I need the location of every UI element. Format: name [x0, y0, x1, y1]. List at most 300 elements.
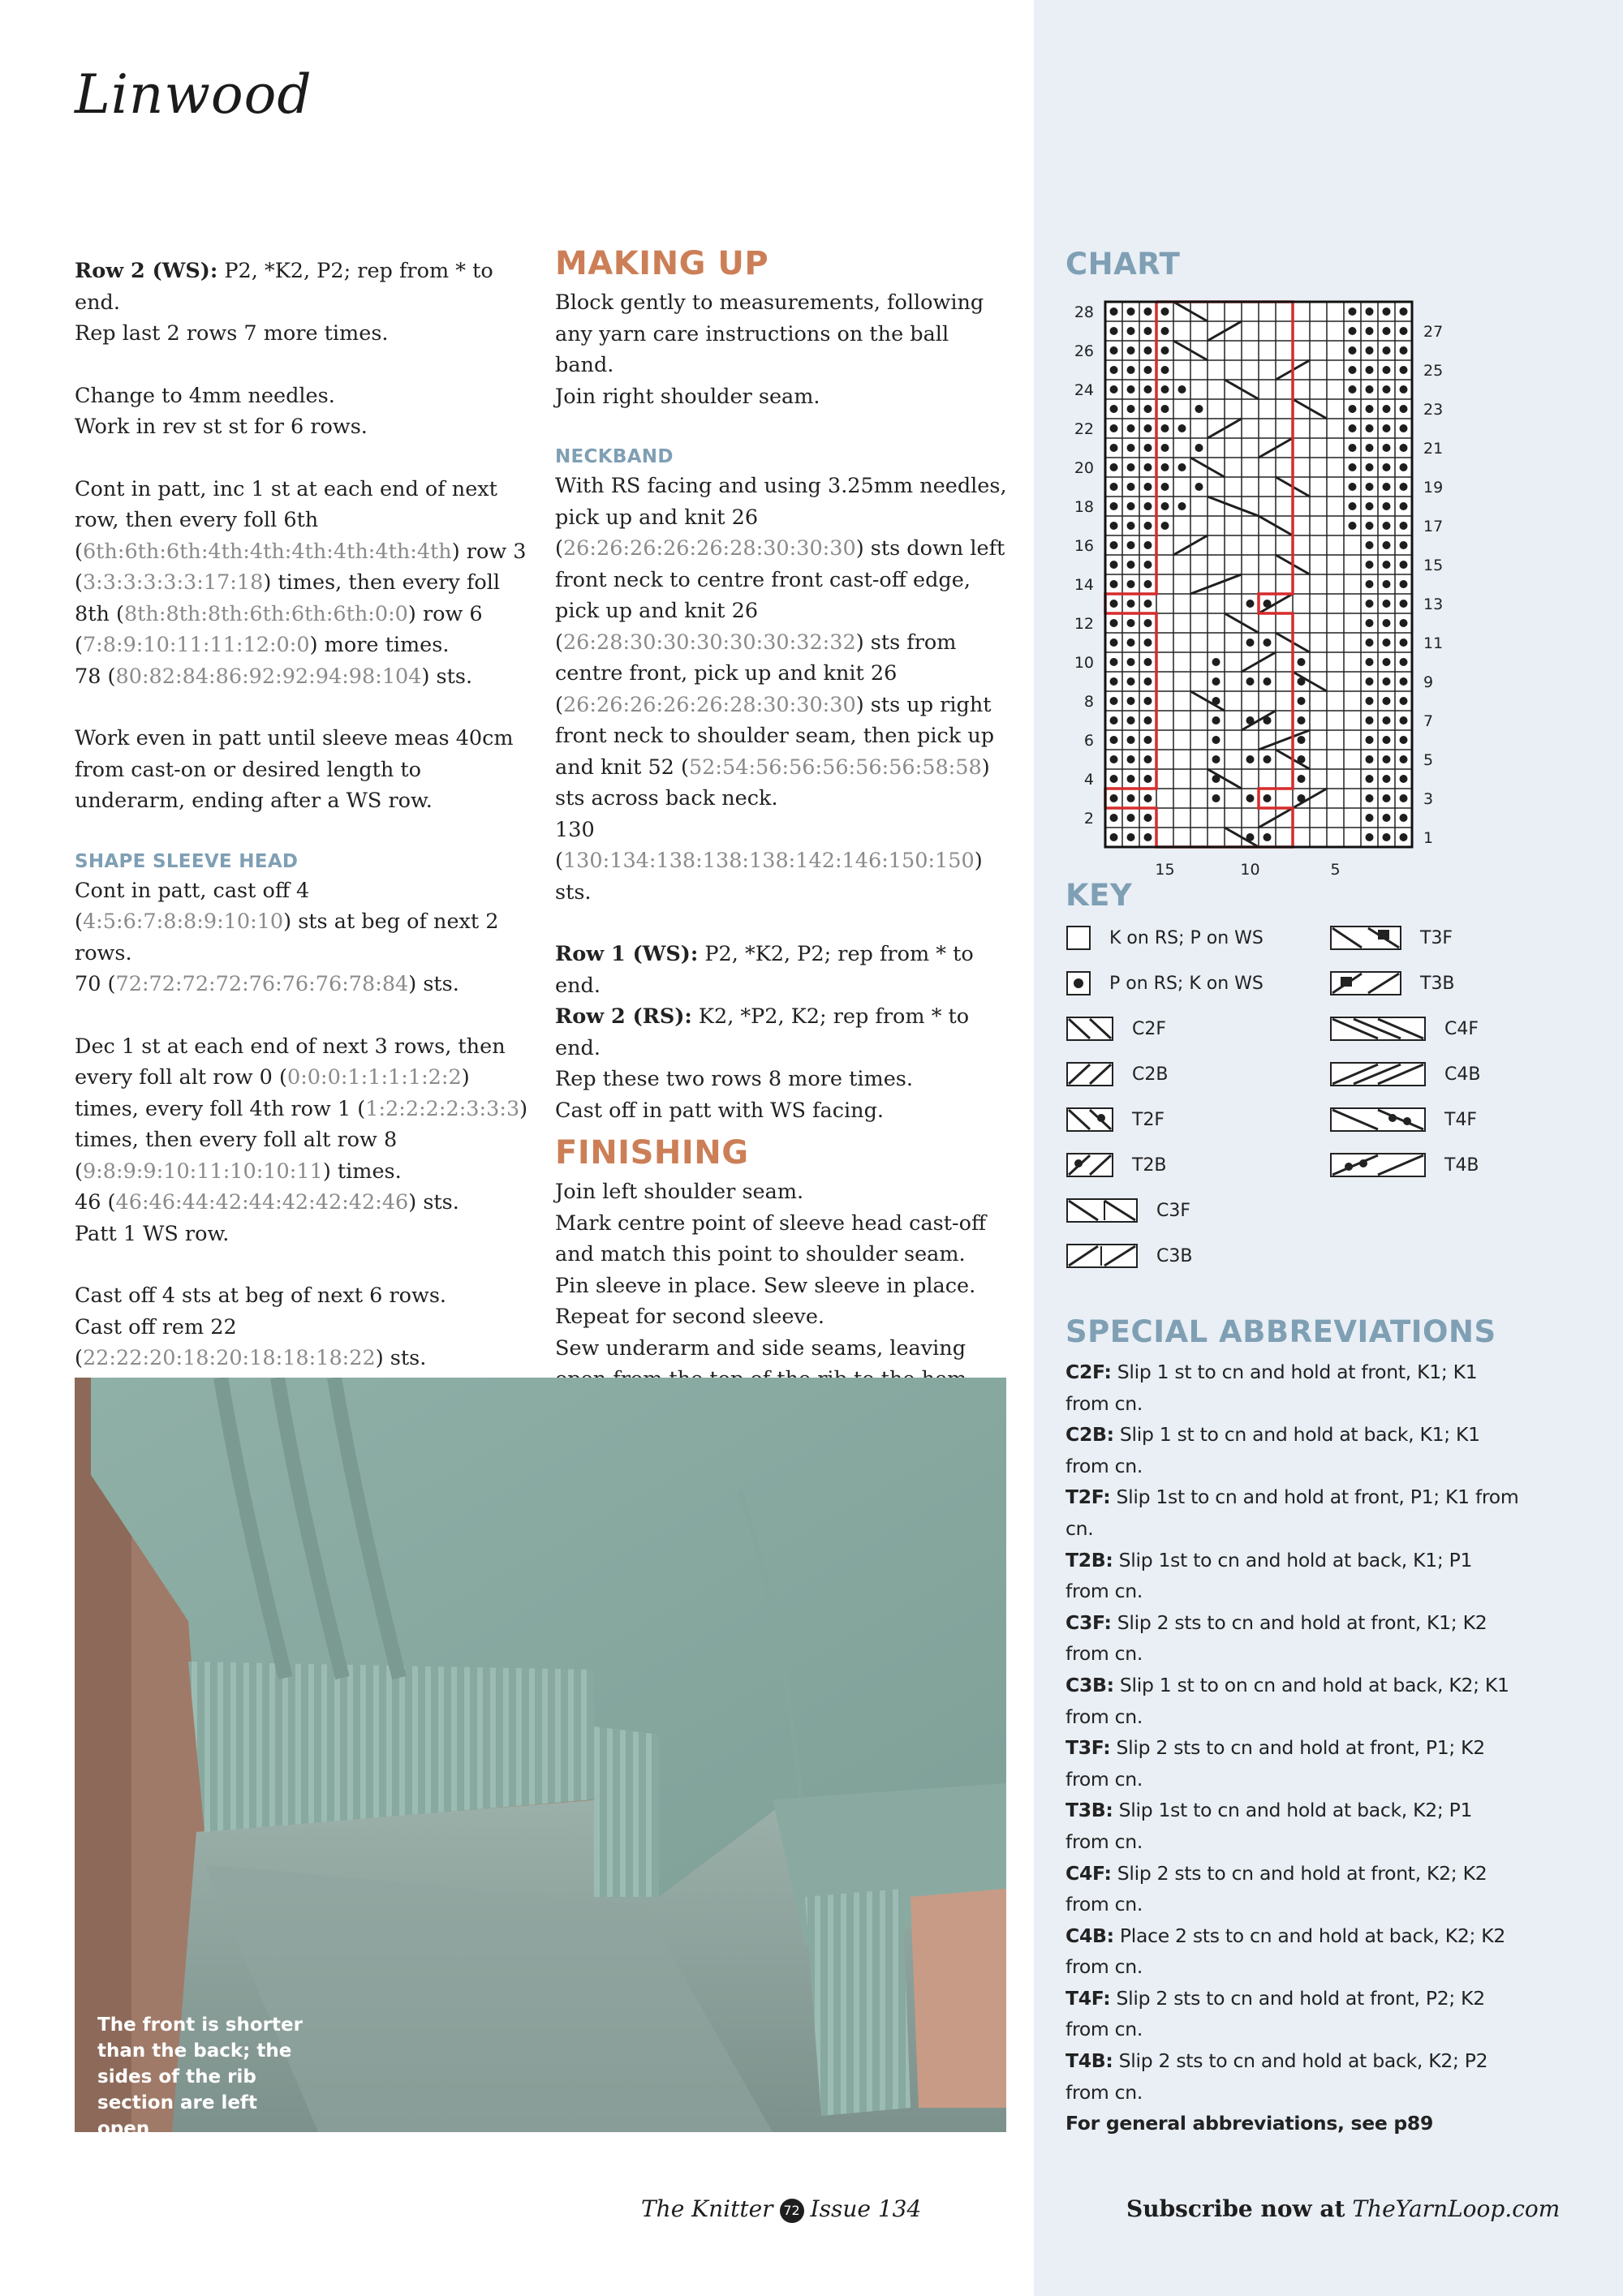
- abbr-item: T3F: Slip 2 sts to cn and hold at front, P1; K2 from cn.: [1065, 1736, 1485, 1791]
- purl-dot: [1144, 580, 1152, 588]
- key-item-c2f: C2F: [1065, 1013, 1166, 1045]
- purl-dot: [1366, 736, 1374, 744]
- purl-dot: [1298, 658, 1306, 666]
- photo-caption: The front is shorter than the back; the sides of the rib section are left open: [97, 2014, 303, 2139]
- purl-dot: [1400, 424, 1408, 432]
- t2f-symbol-icon: [1065, 1107, 1114, 1133]
- finishing-paragraph: Join left shoulder seam. Mark centre point of sleeve head cast-off and match this point to shoulder seam. Pin sleeve in place. Sew sleeve in place. Repeat for second sleeve. Sew underarm and side seams, leaving: [555, 1176, 1010, 1426]
- purl-dot: [1110, 502, 1118, 510]
- purl-dot: [1144, 814, 1152, 822]
- purl-dot: [1110, 775, 1118, 783]
- purl-dot: [1127, 522, 1135, 530]
- row-label: 9: [1423, 673, 1434, 692]
- purl-dot: [1144, 775, 1152, 783]
- purl-dot: [1400, 697, 1408, 705]
- purl-dot: [1246, 600, 1255, 608]
- purl-dot: [1161, 366, 1169, 374]
- purl-dot: [1110, 385, 1118, 393]
- purl-dot: [1366, 658, 1374, 666]
- abbr-item: T3B: Slip 1st to cn and hold at back, K2; P1 from cn.: [1065, 1799, 1473, 1853]
- row2-instruction: Row 2 (WS): P2, *K2, P2; rep from * to end.: [75, 259, 493, 315]
- purl-dot-icon: [1065, 970, 1091, 996]
- purl-dot: [1161, 483, 1169, 491]
- sleeve-head-paragraph: Cont in patt, cast off 4 (4:5:6:7:8:8:9:10:10) sts at beg of next 2 rows. 70 (72:72:72:72:76:76:76:78:84) sts.: [75, 878, 499, 996]
- purl-dot: [1127, 600, 1135, 608]
- purl-dot: [1400, 522, 1408, 530]
- purl-dot: [1110, 638, 1118, 647]
- purl-dot: [1366, 366, 1374, 374]
- purl-dot: [1366, 794, 1374, 802]
- purl-dot: [1212, 677, 1220, 686]
- purl-dot: [1298, 716, 1306, 724]
- purl-dot: [1144, 716, 1152, 724]
- c3b-symbol-icon: [1065, 1243, 1139, 1269]
- key-item-c4f: C4F: [1329, 1013, 1479, 1045]
- purl-dot: [1383, 405, 1391, 413]
- purl-dot: [1110, 561, 1118, 569]
- row-label: 23: [1423, 401, 1444, 419]
- purl-dot: [1178, 463, 1186, 471]
- row-label: 12: [1074, 615, 1094, 634]
- purl-dot: [1161, 463, 1169, 471]
- purl-dot: [1212, 716, 1220, 724]
- purl-dot: [1400, 483, 1408, 491]
- purl-dot: [1383, 736, 1391, 744]
- purl-dot: [1127, 346, 1135, 355]
- purl-dot: [1383, 424, 1391, 432]
- c2f-symbol-icon: [1065, 1016, 1114, 1042]
- purl-dot: [1383, 327, 1391, 335]
- purl-dot: [1366, 522, 1374, 530]
- key-item-k: K on RS; P on WS: [1065, 922, 1264, 954]
- purl-dot: [1144, 833, 1152, 841]
- row-label: 27: [1423, 323, 1444, 342]
- purl-dot: [1161, 424, 1169, 432]
- purl-dot: [1212, 755, 1220, 763]
- purl-dot: [1144, 658, 1152, 666]
- row-label: 7: [1423, 712, 1434, 731]
- c2b-symbol-icon: [1065, 1061, 1114, 1087]
- purl-dot: [1400, 405, 1408, 413]
- t3b-symbol-icon: [1329, 970, 1402, 996]
- purl-dot: [1110, 677, 1118, 686]
- stitch-chart-svg: [1055, 292, 1509, 876]
- site-link[interactable]: TheYarnLoop.com: [1352, 2195, 1561, 2222]
- key-item-t4f: T4F: [1329, 1103, 1477, 1136]
- column-middle: [555, 243, 1010, 1457]
- purl-dot: [1366, 502, 1374, 510]
- purl-dot: [1127, 385, 1135, 393]
- purl-dot: [1212, 794, 1220, 802]
- purl-dot: [1264, 638, 1272, 647]
- purl-dot: [1144, 405, 1152, 413]
- purl-dot: [1383, 366, 1391, 374]
- purl-dot: [1212, 736, 1220, 744]
- purl-dot: [1127, 814, 1135, 822]
- purl-dot: [1110, 463, 1118, 471]
- neckband-rows: Row 1 (WS): P2, *K2, P2; rep from * to end. Row 2 (RS): K2, *P2, K2; rep from * to end. Rep these two rows 8 more times. Cast off in patt with WS facing.: [555, 942, 974, 1123]
- purl-dot: [1110, 658, 1118, 666]
- purl-dot: [1400, 755, 1408, 763]
- purl-dot: [1161, 346, 1169, 355]
- purl-dot: [1178, 502, 1186, 510]
- magazine-footer: The Knitter 72 Issue 134: [641, 2195, 922, 2222]
- purl-dot: [1264, 677, 1272, 686]
- purl-dot: [1383, 638, 1391, 647]
- purl-dot: [1161, 522, 1169, 530]
- row-label: 16: [1074, 537, 1094, 556]
- purl-dot: [1127, 716, 1135, 724]
- purl-dot: [1127, 775, 1135, 783]
- purl-dot: [1400, 638, 1408, 647]
- purl-dot: [1383, 522, 1391, 530]
- key-item-p: P on RS; K on WS: [1065, 967, 1264, 1000]
- t2b-symbol-icon: [1065, 1152, 1114, 1178]
- row-label: 26: [1074, 342, 1094, 361]
- purl-dot: [1383, 483, 1391, 491]
- purl-dot: [1400, 833, 1408, 841]
- purl-dot: [1383, 444, 1391, 452]
- column-label: 10: [1240, 861, 1260, 876]
- abbreviations-list: [1065, 1357, 1520, 2139]
- purl-dot: [1366, 833, 1374, 841]
- purl-dot: [1366, 346, 1374, 355]
- purl-dot: [1366, 600, 1374, 608]
- purl-dot: [1127, 502, 1135, 510]
- purl-dot: [1400, 366, 1408, 374]
- purl-dot: [1110, 716, 1118, 724]
- purl-dot: [1144, 366, 1152, 374]
- purl-dot: [1110, 444, 1118, 452]
- purl-dot: [1110, 619, 1118, 627]
- purl-dot: [1400, 619, 1408, 627]
- purl-dot: [1110, 307, 1118, 316]
- purl-dot: [1161, 385, 1169, 393]
- purl-dot: [1383, 755, 1391, 763]
- rep-rows-line: Rep last 2 rows 7 more times.: [75, 321, 389, 346]
- work-even-paragraph: Work even in patt until sleeve meas 40cm from cast-on or desired length to underarm, ending after a WS row.: [75, 726, 514, 813]
- purl-dot: [1400, 541, 1408, 549]
- purl-dot: [1400, 385, 1408, 393]
- purl-dot: [1349, 405, 1357, 413]
- purl-dot: [1349, 307, 1357, 316]
- purl-dot: [1144, 327, 1152, 335]
- purl-dot: [1383, 541, 1391, 549]
- purl-dot: [1383, 561, 1391, 569]
- purl-dot: [1383, 385, 1391, 393]
- purl-dot: [1400, 658, 1408, 666]
- abbr-item: C2B: Slip 1 st to cn and hold at back, K1; K1 from cn.: [1065, 1423, 1480, 1477]
- purl-dot: [1400, 814, 1408, 822]
- purl-dot: [1144, 463, 1152, 471]
- purl-dot: [1400, 444, 1408, 452]
- purl-dot: [1400, 600, 1408, 608]
- row-label: 22: [1074, 420, 1094, 439]
- purl-dot: [1127, 736, 1135, 744]
- purl-dot: [1383, 775, 1391, 783]
- abbr-item: C3B: Slip 1 st to on cn and hold at back, K2; K1 from cn.: [1065, 1673, 1509, 1728]
- purl-dot: [1366, 424, 1374, 432]
- purl-dot: [1212, 658, 1220, 666]
- key-item-t3b: T3B: [1329, 967, 1455, 1000]
- purl-dot: [1144, 385, 1152, 393]
- purl-dot: [1400, 463, 1408, 471]
- purl-dot: [1366, 327, 1374, 335]
- finishing-heading: FINISHING: [555, 1134, 749, 1172]
- row-label: 28: [1074, 303, 1094, 322]
- purl-dot: [1298, 775, 1306, 783]
- purl-dot: [1400, 736, 1408, 744]
- purl-dot: [1127, 833, 1135, 841]
- purl-dot: [1400, 716, 1408, 724]
- purl-dot: [1127, 697, 1135, 705]
- purl-dot: [1349, 327, 1357, 335]
- purl-dot: [1298, 697, 1306, 705]
- c4b-symbol-icon: [1329, 1061, 1427, 1087]
- purl-dot: [1383, 307, 1391, 316]
- purl-dot: [1366, 697, 1374, 705]
- purl-dot: [1127, 561, 1135, 569]
- row-label: 21: [1423, 440, 1444, 458]
- purl-dot: [1110, 405, 1118, 413]
- t4f-symbol-icon: [1329, 1107, 1427, 1133]
- purl-dot: [1110, 327, 1118, 335]
- purl-dot: [1366, 580, 1374, 588]
- purl-dot: [1246, 794, 1255, 802]
- purl-dot: [1366, 619, 1374, 627]
- purl-dot: [1127, 366, 1135, 374]
- purl-dot: [1144, 638, 1152, 647]
- row-label: 5: [1423, 751, 1434, 770]
- purl-dot: [1144, 600, 1152, 608]
- purl-dot: [1195, 444, 1203, 452]
- purl-dot: [1349, 385, 1357, 393]
- purl-dot: [1400, 794, 1408, 802]
- purl-dot: [1127, 755, 1135, 763]
- purl-dot: [1144, 444, 1152, 452]
- purl-dot: [1110, 600, 1118, 608]
- t4b-symbol-icon: [1329, 1152, 1427, 1178]
- purl-dot: [1127, 307, 1135, 316]
- purl-dot: [1383, 600, 1391, 608]
- increase-paragraph: Cont in patt, inc 1 st at each end of next row, then every foll 6th (6th:6th:6th:4th:4th:4th:4th:4th:4th) row 3 (3:3:3:3:3:3:17:18) times, then every foll 8th (8th:8th:8th:6th:6th:6th:0:0) row 6 (7:8:9:10:11:11:12:0:0) more times. 78 (80:82:84:86:92:92:94:98:104) sts.: [75, 476, 527, 689]
- row-label: 11: [1423, 634, 1444, 653]
- purl-dot: [1366, 677, 1374, 686]
- purl-dot: [1178, 424, 1186, 432]
- purl-dot: [1110, 366, 1118, 374]
- purl-dot: [1178, 385, 1186, 393]
- row-label: 15: [1423, 557, 1444, 575]
- purl-dot: [1127, 794, 1135, 802]
- purl-dot: [1144, 483, 1152, 491]
- purl-dot: [1195, 405, 1203, 413]
- row-label: 19: [1423, 479, 1444, 497]
- purl-dot: [1383, 814, 1391, 822]
- purl-dot: [1349, 463, 1357, 471]
- purl-dot: [1110, 483, 1118, 491]
- special-abbreviations-heading: SPECIAL ABBREVIATIONS: [1065, 1314, 1496, 1349]
- row-label: 8: [1083, 693, 1094, 712]
- purl-dot: [1110, 814, 1118, 822]
- purl-dot: [1127, 638, 1135, 647]
- row-label: 1: [1423, 829, 1434, 848]
- row-label: 6: [1083, 732, 1094, 750]
- purl-dot: [1383, 833, 1391, 841]
- purl-dot: [1400, 327, 1408, 335]
- purl-dot: [1383, 658, 1391, 666]
- purl-dot: [1127, 541, 1135, 549]
- purl-dot: [1127, 658, 1135, 666]
- purl-dot: [1366, 561, 1374, 569]
- purl-dot: [1400, 561, 1408, 569]
- abbr-item: C4F: Slip 2 sts to cn and hold at front, K2; K2 from cn.: [1065, 1861, 1487, 1916]
- key-item-t3f: T3F: [1329, 922, 1453, 954]
- purl-dot: [1366, 716, 1374, 724]
- chart-key: [1065, 922, 1520, 1295]
- page-title: Linwood: [75, 63, 312, 126]
- purl-dot: [1144, 502, 1152, 510]
- chart-heading: CHART: [1065, 247, 1181, 282]
- abbr-item: T4F: Slip 2 sts to cn and hold at front, P2; K2 from cn.: [1065, 1986, 1485, 2041]
- purl-dot: [1110, 522, 1118, 530]
- purl-dot: [1400, 307, 1408, 316]
- t3f-symbol-icon: [1329, 925, 1402, 951]
- purl-dot: [1144, 755, 1152, 763]
- abbr-item: T4B: Slip 2 sts to cn and hold at back, K2; P2 from cn.: [1065, 2049, 1488, 2104]
- key-item-t2f: T2F: [1065, 1103, 1165, 1136]
- purl-dot: [1383, 697, 1391, 705]
- purl-dot: [1383, 619, 1391, 627]
- row-label: 13: [1423, 595, 1444, 614]
- purl-dot: [1127, 483, 1135, 491]
- purl-dot: [1366, 755, 1374, 763]
- purl-dot: [1246, 755, 1255, 763]
- purl-dot: [1383, 346, 1391, 355]
- purl-dot: [1349, 366, 1357, 374]
- shape-sleeve-head-heading: SHAPE SLEEVE HEAD: [75, 850, 299, 872]
- cast-off-paragraph: Cast off 4 sts at beg of next 6 rows. Cast off rem 22 (22:22:20:18:20:18:18:18:22) sts.: [75, 1283, 447, 1370]
- purl-dot: [1366, 483, 1374, 491]
- purl-dot: [1349, 522, 1357, 530]
- row-label: 20: [1074, 459, 1094, 478]
- purl-dot: [1161, 327, 1169, 335]
- purl-dot: [1349, 444, 1357, 452]
- purl-dot: [1127, 463, 1135, 471]
- purl-dot: [1110, 541, 1118, 549]
- purl-dot: [1366, 463, 1374, 471]
- key-item-t2b: T2B: [1065, 1149, 1167, 1181]
- purl-dot: [1349, 483, 1357, 491]
- purl-dot: [1144, 522, 1152, 530]
- purl-dot: [1110, 580, 1118, 588]
- purl-dot: [1383, 716, 1391, 724]
- row-label: 17: [1423, 518, 1444, 536]
- row-label: 24: [1074, 381, 1094, 400]
- purl-dot: [1366, 638, 1374, 647]
- abbr-item: C4B: Place 2 sts to cn and hold at back, K2; K2 from cn.: [1065, 1924, 1506, 1979]
- key-item-c2b: C2B: [1065, 1058, 1168, 1090]
- purl-dot: [1161, 502, 1169, 510]
- row-label: 4: [1083, 771, 1094, 789]
- purl-dot: [1195, 483, 1203, 491]
- row-label: 18: [1074, 498, 1094, 517]
- making-up-paragraph: Block gently to measurements, following any yarn care instructions on the ball band. Join right shoulder seam.: [555, 290, 984, 409]
- purl-dot: [1144, 424, 1152, 432]
- purl-dot: [1161, 307, 1169, 316]
- purl-dot: [1144, 697, 1152, 705]
- key-heading: KEY: [1065, 878, 1133, 913]
- purl-dot: [1144, 736, 1152, 744]
- purl-dot: [1144, 561, 1152, 569]
- purl-dot: [1144, 677, 1152, 686]
- purl-dot: [1110, 697, 1118, 705]
- rev-st-st-line: Work in rev st st for 6 rows.: [75, 415, 368, 439]
- purl-dot: [1110, 736, 1118, 744]
- purl-dot: [1366, 814, 1374, 822]
- abbr-item: T2B: Slip 1st to cn and hold at back, K1; P1 from cn.: [1065, 1548, 1473, 1603]
- purl-dot: [1366, 405, 1374, 413]
- column-label: 5: [1330, 861, 1341, 876]
- purl-dot: [1264, 755, 1272, 763]
- purl-dot: [1127, 405, 1135, 413]
- purl-dot: [1383, 502, 1391, 510]
- purl-dot: [1127, 444, 1135, 452]
- purl-dot: [1400, 502, 1408, 510]
- purl-dot: [1349, 424, 1357, 432]
- needle-change: Change to 4mm needles.: [75, 383, 335, 408]
- row-label: 2: [1083, 810, 1094, 828]
- purl-dot: [1127, 580, 1135, 588]
- row-label: 3: [1423, 790, 1434, 809]
- column-left: [75, 256, 529, 1405]
- abbr-item: T2F: Slip 1st to cn and hold at front, P1; K1 from cn.: [1065, 1486, 1519, 1540]
- key-item-c3b: C3B: [1065, 1240, 1192, 1272]
- purl-dot: [1161, 405, 1169, 413]
- decrease-paragraph: Dec 1 st at each end of next 3 rows, then every foll alt row 0 (0:0:0:1:1:1:1:2:2) times, every foll 4th row 1 (1:2:2:2:2:3:3:3) times, then every foll alt row 8 (9:8:9:9:10:11:10:10:11) times. 46 (46:46:44:42:44:42:42:42:46) sts. Patt 1 WS row.: [75, 1034, 528, 1246]
- neckband-heading: NECKBAND: [555, 446, 674, 467]
- purl-dot: [1110, 833, 1118, 841]
- purl-dot: [1366, 775, 1374, 783]
- purl-dot: [1144, 307, 1152, 316]
- purl-dot: [1400, 775, 1408, 783]
- purl-dot: [1144, 619, 1152, 627]
- purl-dot: [1383, 677, 1391, 686]
- subscribe-footer: Subscribe now at TheYarnLoop.com: [1126, 2195, 1561, 2222]
- page-number-badge: 72: [780, 2199, 804, 2223]
- purl-dot: [1366, 541, 1374, 549]
- purl-dot: [1366, 307, 1374, 316]
- c4f-symbol-icon: [1329, 1016, 1427, 1042]
- purl-dot: [1127, 619, 1135, 627]
- purl-dot: [1161, 444, 1169, 452]
- purl-dot: [1383, 580, 1391, 588]
- key-item-t4b: T4B: [1329, 1149, 1479, 1181]
- column-label: 15: [1155, 861, 1175, 876]
- purl-dot: [1383, 794, 1391, 802]
- stitch-chart: [1055, 292, 1509, 876]
- purl-dot: [1298, 736, 1306, 744]
- purl-dot: [1264, 794, 1272, 802]
- row-label: 10: [1074, 654, 1094, 673]
- purl-dot: [1349, 502, 1357, 510]
- purl-dot: [1144, 794, 1152, 802]
- purl-dot: [1110, 794, 1118, 802]
- purl-dot: [1110, 346, 1118, 355]
- purl-dot: [1127, 424, 1135, 432]
- purl-dot: [1264, 833, 1272, 841]
- abbr-item: C2F: Slip 1 st to cn and hold at front, K1; K1 from cn.: [1065, 1361, 1478, 1415]
- c3f-symbol-icon: [1065, 1197, 1139, 1223]
